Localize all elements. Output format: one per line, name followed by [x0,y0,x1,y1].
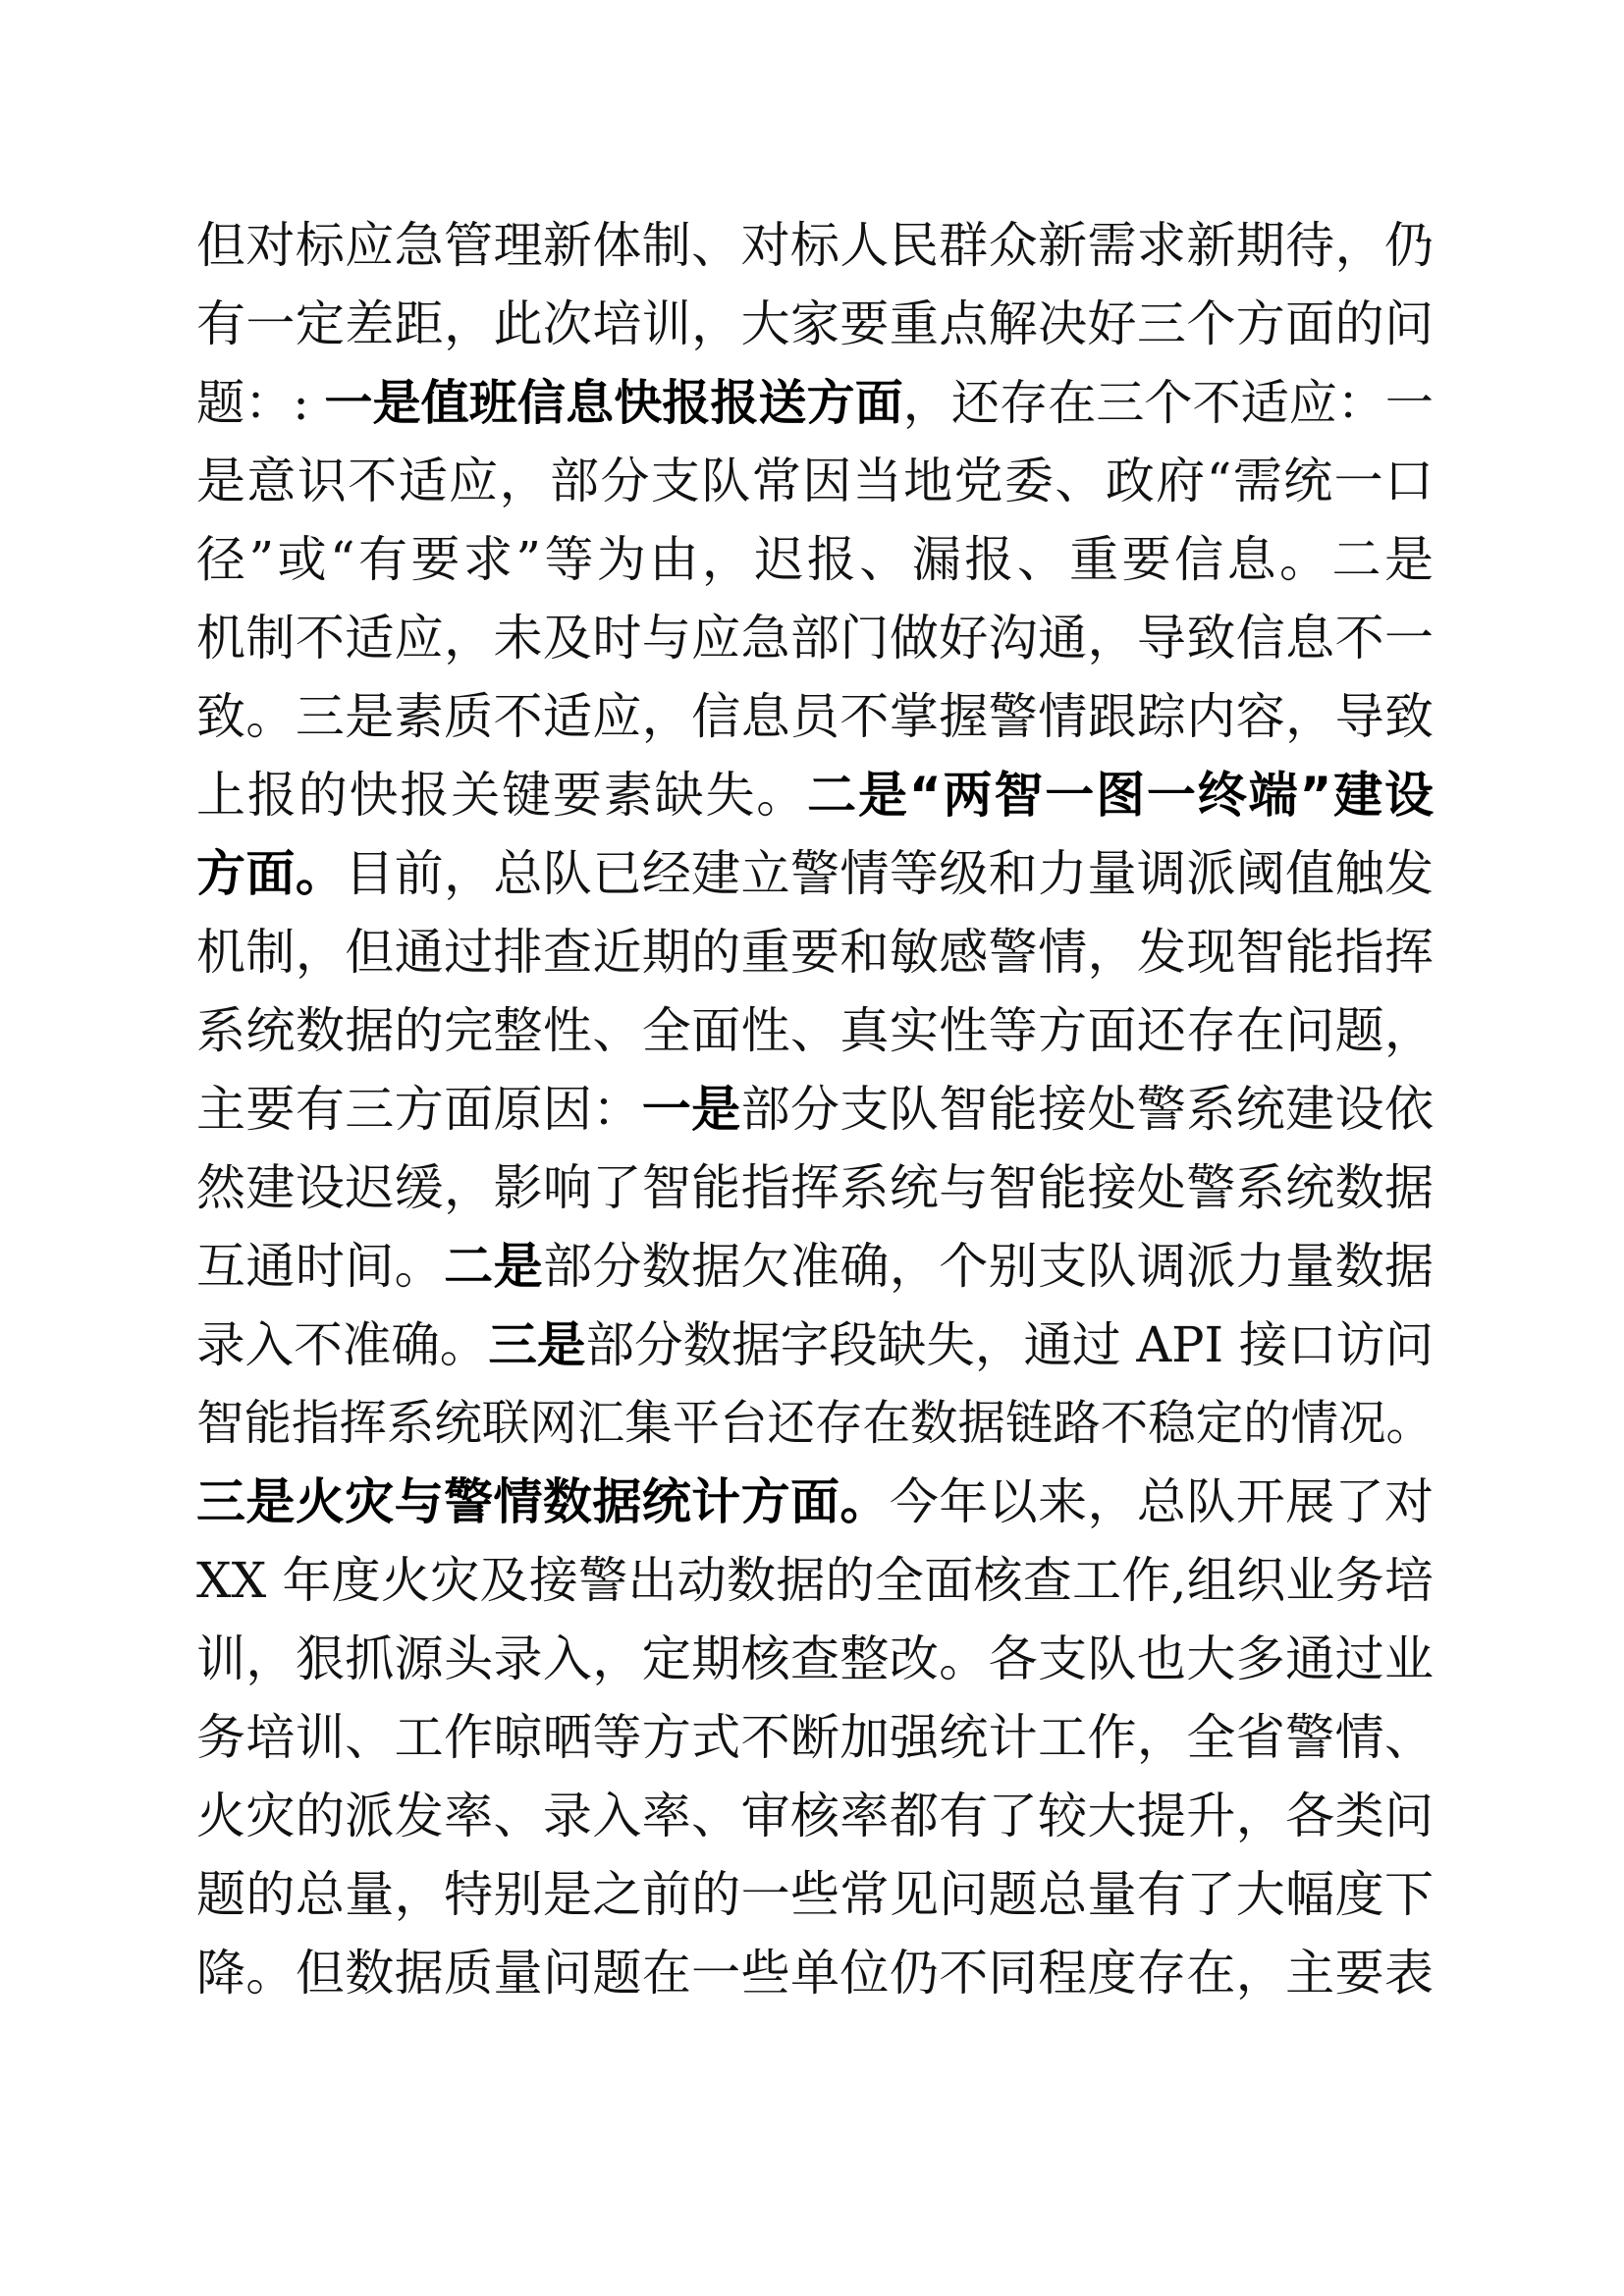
text-line [196,1227,1434,1306]
text-line [196,1934,1434,2012]
text-line [196,206,1434,285]
text-line [196,363,1434,442]
text-segment: 今年以来，总队开展了对 [889,1473,1435,1530]
bold-heading-text: 三是 [488,1316,586,1373]
text-segment: 机制，但通过排查近期的重要和敏感警情，发现智能指挥 [196,924,1434,981]
text-segment: 录入不准确。 [196,1316,489,1373]
bold-heading-text: 一是值班信息快报报送方面 [324,374,903,431]
text-segment: 然建设迟缓，影响了智能指挥系统与智能接处警系统数据 [196,1159,1434,1216]
text-line [196,834,1434,913]
text-line [196,285,1434,363]
bold-heading-text: 二是“两智一图一终端”建设 [807,767,1434,824]
text-line [196,1620,1434,1698]
text-line [196,1855,1434,1934]
text-segment: XX 年度火灾及接警出动数据的全面核查工作,组织业务培 [196,1552,1434,1609]
text-segment: 部分数据字段缺失，通过 API 接口访问 [585,1316,1434,1373]
text-line [196,991,1434,1070]
text-line [196,599,1434,677]
body-text [196,206,1434,2012]
text-segment: 火灾的派发率、录入率、审核率都有了较大提升，各类问 [196,1788,1434,1844]
bold-heading-text: 三是火灾与警情数据统计方面。 [196,1473,890,1530]
text-segment: 训，狠抓源头录入，定期核查整改。各支队也大多通过业 [196,1630,1434,1687]
text-line [196,1384,1434,1463]
text-segment: 上报的快报关键要素缺失。 [196,767,808,824]
text-segment: 部分数据欠准确，个别支队调派力量数据 [542,1238,1435,1295]
text-line [196,1148,1434,1227]
text-line [196,677,1434,756]
text-segment: 部分支队智能接处警系统建设依 [740,1081,1435,1138]
text-segment: 径”或“有要求”等为由，迟报、漏报、重要信息。二是 [196,531,1434,588]
text-segment: 智能指挥系统联网汇集平台还存在数据链路不稳定的情况。 [196,1396,1434,1451]
bold-heading-text: 一是 [641,1081,741,1138]
text-segment: 题的总量，特别是之前的一些常见问题总量有了大幅度下 [196,1866,1434,1923]
text-line [196,1777,1434,1855]
text-segment: 目前，总队已经建立警情等级和力量调派阈值触发 [345,845,1434,902]
text-line [196,1541,1434,1620]
text-line [196,520,1434,599]
text-segment: ，还存在三个不适应：一 [902,374,1435,431]
text-line [196,1070,1434,1148]
text-segment: 降。但数据质量问题在一些单位仍不同程度存在，主要表 [196,1945,1434,2002]
text-segment: 互通时间。 [196,1238,445,1295]
text-segment: 机制不适应，未及时与应急部门做好沟通，导致信息不一 [196,610,1434,667]
text-segment: 系统数据的完整性、全面性、真实性等方面还存在问题， [196,1002,1434,1059]
bold-heading-text: 二是 [444,1238,543,1295]
text-segment: 是意识不适应，部分支队常因当地党委、政府“需统一口 [196,453,1434,509]
text-segment: 题：: [196,374,325,431]
text-segment: 致。三是素质不适应，信息员不掌握警情跟踪内容，导致 [196,688,1434,745]
text-segment: 务培训、工作晾晒等方式不断加强统计工作，全省警情、 [196,1709,1434,1766]
text-line [196,442,1434,520]
text-line [196,913,1434,991]
text-segment: 主要有三方面原因： [196,1081,642,1138]
text-line [196,1306,1434,1384]
text-segment: 有一定差距，此次培训，大家要重点解决好三个方面的问 [196,295,1434,352]
text-line [196,756,1434,834]
bold-heading-text: 方面。 [196,845,346,902]
text-line [196,1698,1434,1777]
text-segment: 但对标应急管理新体制、对标人民群众新需求新期待，仍 [196,217,1434,274]
text-line [196,1463,1434,1541]
